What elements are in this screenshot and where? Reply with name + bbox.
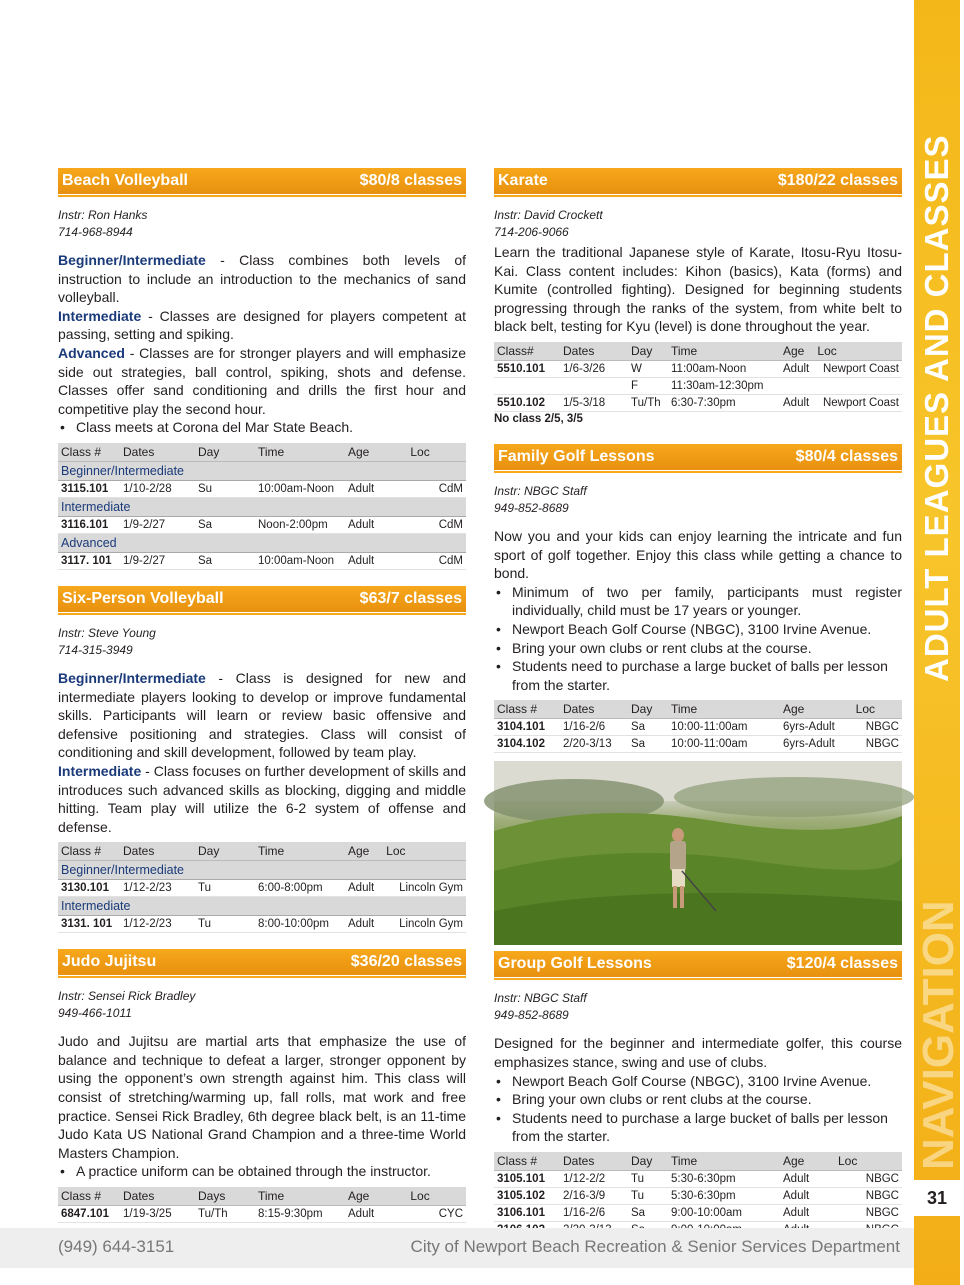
col-header: Time xyxy=(668,700,780,719)
cell: 8:00-10:00pm xyxy=(255,916,345,933)
footer-phone: (949) 644-3151 xyxy=(58,1237,175,1256)
judo-jujitsu-header xyxy=(58,949,466,975)
cell: Newport Coast xyxy=(814,394,902,411)
table-row xyxy=(58,1206,466,1223)
description-text: - Class combines both levels of instruction to include an introduction to the mechanics of sand volleyball. xyxy=(58,252,466,306)
cell: Adult xyxy=(345,1206,407,1223)
bullet-item: • Minimum of two per family, participants must register individually, child must be 17 years or younger. xyxy=(494,583,902,620)
instructor-info xyxy=(494,990,902,1024)
col-header: Dates xyxy=(560,700,628,719)
cell: NBGC xyxy=(853,736,902,753)
cell: 1/12-2/23 xyxy=(120,880,195,897)
table-row xyxy=(494,736,902,753)
section-title: Family Golf Lessons xyxy=(498,447,655,465)
cell: 3115.101 xyxy=(58,480,120,497)
instructor-name: Instr: David Crockett xyxy=(494,208,603,222)
col-header: Loc xyxy=(407,443,466,462)
col-header: Loc xyxy=(853,700,902,719)
col-header: Dates xyxy=(120,443,195,462)
cell: 10:00-11:00am xyxy=(668,719,780,736)
col-header: Dates xyxy=(120,842,195,861)
bullet-list xyxy=(58,1162,466,1181)
cell: Lincoln Gym xyxy=(383,916,466,933)
cell: 3105.102 xyxy=(494,1187,560,1204)
instructor-info xyxy=(494,483,902,517)
cell: 1/9-2/27 xyxy=(120,552,195,569)
table-row xyxy=(494,394,902,411)
cell: NBGC xyxy=(835,1187,902,1204)
col-header: Class # xyxy=(58,443,120,462)
col-header: Class# xyxy=(494,342,560,361)
group-label: Beginner/Intermediate xyxy=(58,861,466,880)
cell: 3105.101 xyxy=(494,1170,560,1187)
table-row xyxy=(58,916,466,933)
cell: 6yrs-Adult xyxy=(780,736,853,753)
cell: 5:30-6:30pm xyxy=(668,1170,780,1187)
level-term: Beginner/Intermediate xyxy=(58,252,206,268)
cell xyxy=(814,377,902,394)
section-title: Karate xyxy=(498,172,548,189)
cell: CdM xyxy=(407,480,466,497)
instructor-phone: 949-852-8689 xyxy=(494,1008,569,1023)
col-header: Loc xyxy=(407,1187,466,1206)
instructor-info xyxy=(58,625,466,659)
section-description: Learn the traditional Japanese style of Karate, Itosu-Ryu Itosu-Kai. Class content includes: Kihon (basics), Kata (forms) and Kumite (controlled fighting). Designed for beginning students progressing through the ranks of the system, from white belt to black belt, testing for Kyu (level) is done throughout the year. xyxy=(494,244,902,335)
instructor-info xyxy=(58,988,466,1022)
cell: CdM xyxy=(407,516,466,533)
cell: 10:00am-Noon xyxy=(255,480,345,497)
table-row xyxy=(58,880,466,897)
cell: 11:00am-Noon xyxy=(668,360,780,377)
description-text: - Classes are for stronger players and will emphasize side out strategies, ball control, spiking, shots and defense. Classes offer sand conditioning and drills the first hour and competitive play the second hour. xyxy=(58,344,466,417)
description-text: - Class focuses on further development of skills and introduces such advanced skills as blocking, digging and middle hitting. Team play will utilize the 6-2 system of offense and defense. xyxy=(58,762,466,835)
section-description: Judo and Jujitsu are martial arts that emphasize the use of balance and technique to defeat a larger, stronger opponent by using the opponent’s own strength against him. This class will consist of stretching/warming up, fall rolls, mat work and free practice. Sensei Rick Bradley, 6th degree black belt, is an 11-time Judo Kata US National Grand Champion and a three-time World Masters Champion. xyxy=(58,1033,466,1161)
bullet-item: • Class meets at Corona del Mar State Beach. xyxy=(58,418,466,437)
schedule-table xyxy=(58,443,466,570)
beach-volleyball-header xyxy=(58,168,466,194)
cell: 1/6-3/26 xyxy=(560,360,628,377)
group-label: Intermediate xyxy=(58,497,466,516)
table-row xyxy=(494,1204,902,1221)
cell: 6:30-7:30pm xyxy=(668,394,780,411)
group-row xyxy=(58,861,466,880)
cell: 5510.101 xyxy=(494,360,560,377)
table-row xyxy=(494,360,902,377)
instructor-info xyxy=(494,207,902,241)
cell: 5:30-6:30pm xyxy=(668,1187,780,1204)
cell: CYC xyxy=(407,1206,466,1223)
cell: Adult xyxy=(780,1170,835,1187)
cell: 3104.102 xyxy=(494,736,560,753)
table-row xyxy=(494,719,902,736)
schedule-table xyxy=(58,842,466,933)
table-row xyxy=(494,1187,902,1204)
col-header: Loc xyxy=(835,1152,902,1171)
bullet-item: • Newport Beach Golf Course (NBGC), 3100 Irvine Avenue. xyxy=(494,1072,902,1091)
level-term: Intermediate xyxy=(58,762,142,779)
instructor-name: Instr: Ron Hanks xyxy=(58,208,148,222)
cell: Noon-2:00pm xyxy=(255,516,345,533)
bullet-list xyxy=(494,583,902,695)
cell: NBGC xyxy=(853,719,902,736)
bullet-item: • Students need to purchase a large bucket of balls per lesson from the starter. xyxy=(494,1109,902,1146)
col-header: Dates xyxy=(560,1152,628,1171)
schedule-table xyxy=(494,342,902,412)
cell: 9:00-10:00am xyxy=(668,1204,780,1221)
schedule-note: No class 2/5, 3/5 xyxy=(494,412,583,425)
page-footer xyxy=(0,1228,914,1268)
cell: Tu xyxy=(628,1170,668,1187)
group-label: Advanced xyxy=(58,533,466,552)
cell: Adult xyxy=(345,480,407,497)
col-header: Time xyxy=(668,1152,780,1171)
cell: 11:30am-12:30pm xyxy=(668,377,780,394)
col-header: Class # xyxy=(58,842,120,861)
section-price: $120/4 classes xyxy=(786,955,898,973)
cell xyxy=(494,377,560,394)
col-header: Time xyxy=(255,842,345,861)
cell: 1/16-2/6 xyxy=(560,1204,628,1221)
cell: Tu/Th xyxy=(195,1206,255,1223)
cell: Newport Coast xyxy=(814,360,902,377)
instructor-phone: 714-968-8944 xyxy=(58,225,133,239)
group-label: Intermediate xyxy=(58,897,466,916)
cell: Tu xyxy=(195,916,255,933)
col-header: Class # xyxy=(494,700,560,719)
instructor-phone: 714-206-9066 xyxy=(494,225,569,239)
cell: NBGC xyxy=(835,1170,902,1187)
golf-course-photo xyxy=(494,761,902,945)
left-column xyxy=(58,168,466,1223)
col-header: Day xyxy=(195,443,255,462)
cell: Sa xyxy=(195,516,255,533)
cell: Sa xyxy=(628,736,668,753)
section-description xyxy=(58,669,466,836)
section-title: Group Golf Lessons xyxy=(498,955,652,973)
col-header: Time xyxy=(668,342,780,361)
bullet-list xyxy=(58,418,466,437)
cell: CdM xyxy=(407,552,466,569)
cell: 1/16-2/6 xyxy=(560,719,628,736)
cell: Tu xyxy=(195,880,255,897)
col-header: Time xyxy=(255,1187,345,1206)
col-header: Age xyxy=(780,342,814,361)
cell: Lincoln Gym xyxy=(383,880,466,897)
cell: Sa xyxy=(628,719,668,736)
section-price: $80/4 classes xyxy=(795,447,898,465)
section-description xyxy=(58,251,466,418)
cell: Adult xyxy=(780,394,814,411)
instructor-phone: 714-315-3949 xyxy=(58,642,133,657)
cell: 3130.101 xyxy=(58,880,120,897)
col-header: Age xyxy=(345,1187,407,1206)
golf-photo-illustration xyxy=(494,761,902,945)
cell: 10:00am-Noon xyxy=(255,552,345,569)
side-title: ADULT LEAGUES AND CLASSES xyxy=(918,134,955,682)
col-header: Dates xyxy=(560,342,628,361)
table-row xyxy=(58,516,466,533)
cell: Adult xyxy=(780,360,814,377)
bullet-item: • Students need to purchase a large bucket of balls per lesson from the starter. xyxy=(494,657,902,694)
instructor-phone: 949-466-1011 xyxy=(58,1006,132,1021)
table-row xyxy=(494,1170,902,1187)
schedule-table xyxy=(58,1187,466,1223)
family-golf-header xyxy=(494,444,902,470)
right-column xyxy=(494,168,902,1239)
cell: 3131. 101 xyxy=(58,916,120,933)
section-title: Beach Volleyball xyxy=(62,172,188,189)
section-price: $63/7 classes xyxy=(359,589,462,607)
col-header: Age xyxy=(345,443,407,462)
section-price: $80/8 classes xyxy=(359,172,462,189)
cell: 6yrs-Adult xyxy=(780,719,853,736)
cell: 1/10-2/28 xyxy=(120,480,195,497)
bullet-list xyxy=(494,1072,902,1146)
col-header: Loc xyxy=(383,842,466,861)
level-term: Beginner/Intermediate xyxy=(58,669,206,686)
side-ghost-text: NAVIGATION xyxy=(914,900,963,1170)
table-row xyxy=(494,377,902,394)
instructor-name: Instr: Sensei Rick Bradley xyxy=(58,989,196,1004)
cell: 3117. 101 xyxy=(58,552,120,569)
cell: Adult xyxy=(345,916,383,933)
cell: Adult xyxy=(345,516,407,533)
description-text: - Classes are designed for players competent at passing, setting and spiking. xyxy=(58,307,466,343)
cell: 1/19-3/25 xyxy=(120,1206,195,1223)
bullet-item: • Newport Beach Golf Course (NBGC), 3100 Irvine Avenue. xyxy=(494,620,902,639)
group-row xyxy=(58,497,466,516)
section-description: Now you and your kids can enjoy learning the intricate and fun sport of golf together. Enjoy this class while getting a chance to bond. xyxy=(494,527,902,582)
instructor-name: Instr: NBGC Staff xyxy=(494,991,587,1006)
cell: 3106.101 xyxy=(494,1204,560,1221)
cell: 1/9-2/27 xyxy=(120,516,195,533)
schedule-table xyxy=(494,1152,902,1239)
group-golf-header xyxy=(494,951,902,977)
col-header: Age xyxy=(780,1152,835,1171)
level-term: Advanced xyxy=(58,344,125,361)
cell: Sa xyxy=(628,1204,668,1221)
section-title: Judo Jujitsu xyxy=(62,953,157,971)
section-price: $36/20 classes xyxy=(350,953,462,971)
cell: Adult xyxy=(780,1204,835,1221)
cell: 1/12-2/23 xyxy=(120,916,195,933)
bullet-item: • A practice uniform can be obtained through the instructor. xyxy=(58,1162,466,1181)
bullet-item: • Bring your own clubs or rent clubs at the course. xyxy=(494,639,902,658)
six-person-volleyball-header xyxy=(58,586,466,612)
level-term: Intermediate xyxy=(58,307,142,324)
cell: 1/12-2/2 xyxy=(560,1170,628,1187)
page-number: 31 xyxy=(914,1180,960,1216)
cell: 8:15-9:30pm xyxy=(255,1206,345,1223)
description-text: - Class is designed for new and intermediate players looking to develop or improve fundamental skills. Participants will learn or review basic offensive and defensive positioning and strategies. Class will consist of conditioning and skill development, followed by team play. xyxy=(58,669,466,761)
cell xyxy=(560,377,628,394)
table-row xyxy=(58,552,466,569)
schedule-table xyxy=(494,700,902,753)
cell: Adult xyxy=(345,880,383,897)
cell: 2/20-3/13 xyxy=(560,736,628,753)
bullet-item: • Bring your own clubs or rent clubs at the course. xyxy=(494,1090,902,1109)
cell: Adult xyxy=(780,1187,835,1204)
cell: 10:00-11:00am xyxy=(668,736,780,753)
instructor-name: Instr: Steve Young xyxy=(58,625,156,640)
cell: Sa xyxy=(195,552,255,569)
cell: 2/16-3/9 xyxy=(560,1187,628,1204)
col-header: Age xyxy=(345,842,383,861)
instructor-info xyxy=(58,207,466,241)
table-row xyxy=(58,480,466,497)
cell: W xyxy=(628,360,668,377)
side-band xyxy=(914,0,963,1285)
section-description: Designed for the beginner and intermediate golfer, this course emphasizes stance, swing and use of clubs. xyxy=(494,1035,902,1070)
instructor-name: Instr: NBGC Staff xyxy=(494,483,587,498)
col-header: Day xyxy=(628,700,668,719)
cell: 6:00-8:00pm xyxy=(255,880,345,897)
cell: Tu/Th xyxy=(628,394,668,411)
karate-header xyxy=(494,168,902,194)
col-header: Time xyxy=(255,443,345,462)
col-header: Age xyxy=(780,700,853,719)
cell: NBGC xyxy=(835,1204,902,1221)
cell: 5510.102 xyxy=(494,394,560,411)
cell xyxy=(780,377,814,394)
col-header: Days xyxy=(195,1187,255,1206)
col-header: Day xyxy=(195,842,255,861)
col-header: Class # xyxy=(494,1152,560,1171)
section-price: $180/22 classes xyxy=(777,172,898,189)
cell: Su xyxy=(195,480,255,497)
group-label: Beginner/Intermediate xyxy=(58,461,466,480)
cell: F xyxy=(628,377,668,394)
col-header: Day xyxy=(628,1152,668,1171)
cell: Adult xyxy=(345,552,407,569)
col-header: Class # xyxy=(58,1187,120,1206)
cell: 1/5-3/18 xyxy=(560,394,628,411)
cell: 3104.101 xyxy=(494,719,560,736)
col-header: Day xyxy=(628,342,668,361)
footer-department: City of Newport Beach Recreation & Senior Services Department xyxy=(410,1237,900,1256)
group-row xyxy=(58,533,466,552)
cell: Tu xyxy=(628,1187,668,1204)
group-row xyxy=(58,897,466,916)
col-header: Loc xyxy=(814,342,902,361)
group-row xyxy=(58,461,466,480)
col-header: Dates xyxy=(120,1187,195,1206)
cell: 3116.101 xyxy=(58,516,120,533)
cell: 6847.101 xyxy=(58,1206,120,1223)
instructor-phone: 949-852-8689 xyxy=(494,500,569,515)
section-title: Six-Person Volleyball xyxy=(62,589,224,607)
